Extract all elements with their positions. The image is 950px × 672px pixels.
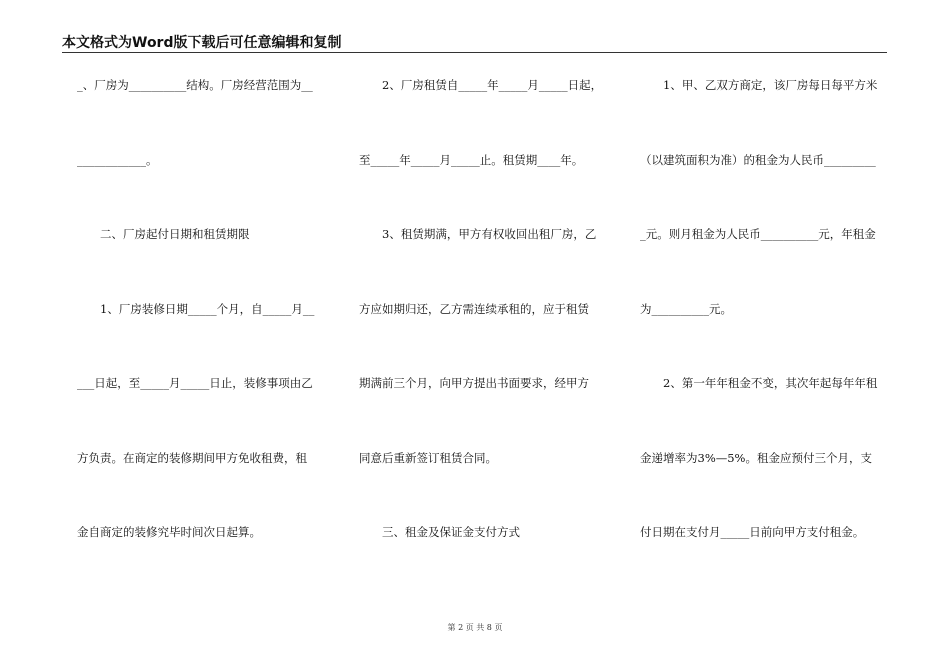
text-line: 2、厂房租赁自_____年_____月_____日起， (359, 78, 603, 92)
text-line: _元。则月租金为人民币__________元，年租金 (640, 227, 876, 241)
text-line: 至_____年_____月_____止。租赁期____年。 (359, 152, 584, 167)
text-line: 1、厂房装修日期_____个月，自_____月__ (77, 301, 315, 316)
text-line: 1、甲、乙双方商定，该厂房每日每平方米 (640, 78, 878, 92)
text-line: 为__________元。 (640, 301, 732, 316)
text-column-3 (640, 78, 890, 600)
text-line: 3、租赁期满，甲方有权收回出租厂房，乙 (359, 227, 597, 241)
text-line: 金自商定的装修究毕时间次日起算。 (77, 525, 261, 539)
text-column-2 (359, 78, 609, 600)
text-line: 同意后重新签订租赁合同。 (359, 450, 497, 465)
text-line: ____________。 (77, 152, 158, 167)
text-line: （以建筑面积为准）的租金为人民币_________ (640, 152, 876, 167)
text-line: 方负责。在商定的装修期间甲方免收租费，租 (77, 450, 307, 465)
text-line: 方应如期归还，乙方需连续承租的，应于租赁 (359, 301, 589, 316)
text-line: ___日起，至_____月_____日止，装修事项由乙 (77, 376, 313, 390)
page-number-footer: 第 2 页 共 8 页 (447, 623, 503, 632)
text-column-1 (77, 78, 327, 600)
text-line: 付日期在支付月_____日前向甲方支付租金。 (640, 525, 865, 539)
text-line: 2、第一年年租金不变，其次年起每年年租 (640, 376, 878, 390)
text-line: 金递增率为3%—5%。租金应预付三个月，支 (640, 450, 872, 465)
text-line: 期满前三个月，向甲方提出书面要求，经甲方 (359, 376, 589, 390)
text-line: 二、厂房起付日期和租赁期限 (77, 227, 250, 241)
header-divider (62, 52, 887, 53)
text-line: 三、租金及保证金支付方式 (359, 525, 520, 539)
text-line: _、厂房为__________结构。厂房经营范围为__ (77, 78, 313, 92)
document-header-title: 本文格式为Word版下载后可任意编辑和复制 (62, 35, 342, 51)
